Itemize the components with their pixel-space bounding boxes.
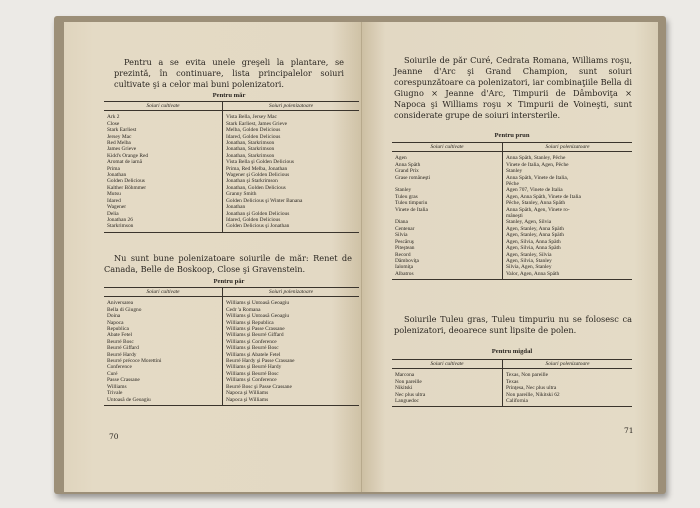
page-number: 70 [109, 432, 119, 441]
cultivated-cell: Jonathan 26 [104, 217, 223, 223]
col-header-pollinators: Soiuri polenizatoare [223, 102, 360, 111]
cultivated-cell: Jersey Mac [104, 134, 223, 140]
cultivated-cell: Mutsu [104, 191, 223, 197]
cultivated-cell: Kalther Böhmmer [104, 185, 223, 191]
pollinator-cell: Agen, Silvia, Stanley [506, 257, 552, 264]
cultivated-cell: Bella di Giugno [104, 307, 223, 313]
table-row [392, 398, 632, 407]
table-title-par: Pentru păr [213, 278, 245, 285]
pollinator-cell: Pêche [506, 181, 519, 188]
col-header-pollinators: Soiuri polenizatoare [503, 360, 633, 369]
pollinator-cell: Melba, Golden Delicious [226, 127, 281, 134]
pollinator-cell: Williams şi Beurré Bosc [226, 370, 279, 377]
cultivated-cell: Kidd's Orange Red [104, 153, 223, 159]
cultivated-cell: James Grieve [104, 146, 223, 152]
note-paragraph: Soiurile Tuleu gras, Tuleu timpuriu nu se folosesc ca polenizatori, deoarece sunt lipsite de polen. [394, 314, 632, 335]
pollinator-cell: Idared, Golden Delicious [226, 133, 281, 140]
col-header-cultivated: Soiuri cultivate [392, 360, 503, 369]
cultivated-cell: Nec plus ultra [392, 392, 503, 398]
cultivated-cell: Beurré Giffard [104, 345, 223, 351]
table-title-prun: Pentru prun [494, 132, 530, 139]
cultivated-cell: Starkrimson [104, 223, 223, 232]
cultivated-cell: Albatros [392, 271, 503, 280]
cultivated-cell: Passe Crassane [104, 377, 223, 383]
pollinator-cell: Jonathan, Starkrimson [226, 140, 275, 147]
pollinator-cell: Wagener şi Golden Delicious [226, 172, 290, 179]
pollinator-cell: mâneşti [506, 213, 523, 220]
table-mar [104, 101, 359, 233]
pollinator-cell: Silvia, Agen, Stanley [506, 264, 552, 271]
right-page [362, 22, 658, 492]
pollinator-cell: Williams şi Untoasă Geoagiu [226, 300, 290, 307]
pollinator-cell: Agen, Stanley, Anna Späth [506, 232, 564, 239]
table-row [392, 369, 632, 379]
cultivated-cell: Republica [104, 326, 223, 332]
pollinator-cell: Vinete de Italia, Agen, Pêche [506, 161, 569, 168]
intro-paragraph: Pentru a se evita unele greşeli la plantare, se prezintă, în continuare, lista principalelor soiuri cultivate şi a celor mai buni polenizatori. [114, 57, 344, 89]
pollinator-cell: Beurré Bosc şi Passe Crassane [226, 383, 292, 390]
pollinator-cell: Jonathan, Golden Delicious [226, 184, 286, 191]
cultivated-cell: Conference [104, 364, 223, 370]
pollinator-cell: Williams şi Abatele Fetel [226, 351, 281, 358]
cultivated-cell: Ialomiţa [392, 264, 503, 270]
pollinator-cell: Jonathan, Starkrimson [226, 146, 275, 153]
pollinator-cell: Stanley [506, 168, 523, 175]
page-number: 71 [624, 426, 634, 435]
cultivated-cell: Trivale [104, 390, 223, 396]
cultivated-cell: Red Melba [104, 140, 223, 146]
table-body [392, 152, 632, 280]
pollinator-cell: Pêche, Stanley, Anna Späth [506, 200, 566, 207]
cultivated-cell: Agen [392, 152, 503, 162]
table-body [104, 111, 359, 232]
cultivated-cell: Pescăruş [392, 239, 503, 245]
cultivated-cell: Nikitski [392, 385, 503, 391]
table-par [104, 287, 359, 406]
pollinator-cell: Non pareille, Nikitski 62 [506, 391, 560, 398]
cultivated-cell: Silvia [392, 232, 503, 238]
pollinator-cell: Jonathan [226, 204, 246, 211]
pollinator-cell: Jonathan, Starkrimson [226, 152, 275, 159]
cultivated-cell: Wagener [104, 204, 223, 210]
pollinator-cell: Napoca şi Williams [223, 397, 360, 406]
cultivated-cell: Aromat de iarnă [104, 159, 223, 165]
pollinator-cell: Vista Bella, Jersey Mac [226, 114, 277, 121]
pollinator-cell: Golden Delicious şi Jonathan [223, 223, 360, 232]
cultivated-cell: Jonathan [104, 172, 223, 178]
intro-paragraph: Soiurile de păr Curé, Cedrata Romana, Williams roşu, Jeanne d'Arc şi Grand Champion, sunt soiuri corespunzătoare ca polenizatori, iar combinaţiile Bella di Giugno × Jeanne d'Arc, Timpurii de Dâmboviţa × Napoca şi Williams roşu × Timpurii de Voineşti, sunt considerate grupe de soiuri intersterile. [394, 55, 633, 120]
pollinator-cell: Williams şi Conference [226, 377, 277, 384]
cultivated-cell: Curé [104, 371, 223, 377]
cultivated-cell: Languedoc [392, 398, 503, 407]
pollinator-cell: Granny Smith [226, 191, 257, 198]
table-prun [392, 142, 632, 280]
cultivated-cell: Centenar [392, 226, 503, 232]
col-header-cultivated: Soiuri cultivate [392, 143, 503, 152]
table-row [392, 271, 632, 280]
pollinator-cell: Napoca şi Williams [226, 390, 269, 397]
cultivated-cell: Beurré précoce Morettini [104, 358, 223, 364]
pollinator-cell: Agen, Stanley, Silvia [506, 251, 552, 258]
cultivated-cell: Untoasă de Geoagiu [104, 397, 223, 406]
pollinator-cell: Anna Späth, Stanley, Pêche [506, 155, 566, 162]
pollinator-cell: Texas, Non pareille [506, 372, 548, 379]
cultivated-cell: Williams [104, 384, 223, 390]
pollinator-cell: Jonathan şi Starkrimson [226, 178, 278, 185]
pollinator-cell: Prima, Red Melba, Jonathan [226, 165, 288, 172]
col-header-pollinators: Soiuri polenizatoare [503, 143, 633, 152]
cultivated-cell: Stark Earliest [104, 127, 223, 133]
cultivated-cell: Close [104, 121, 223, 127]
cultivated-cell: Grand Prix [392, 168, 503, 174]
pollinator-cell: Agen, Silvia, Anna Späth [506, 238, 561, 245]
table-title-mar: Pentru măr [212, 92, 246, 99]
table-row [392, 152, 632, 162]
pollinator-cell: Stark Earliest, James Grieve [226, 120, 288, 127]
cultivated-cell: Piteştean [392, 245, 503, 251]
pollinator-cell: Beurré Hardy şi Passe Crassane [226, 358, 295, 365]
cultivated-cell: Tuleu gras [392, 194, 503, 200]
pollinator-cell: California [503, 398, 633, 407]
pollinator-cell: Valor, Agen, Anna Späth [503, 271, 633, 280]
table-row [104, 397, 359, 406]
pollinator-cell: Vista Bella şi Golden Delicious [226, 159, 294, 166]
cultivated-cell: Idared [104, 198, 223, 204]
pollinator-cell: Texas [506, 378, 519, 385]
table-row [104, 111, 359, 121]
table-row [104, 297, 359, 307]
cultivated-cell: Abate Fetel [104, 332, 223, 338]
table-row [104, 223, 359, 232]
pollinator-cell: Prinţesa, Nec plus ultra [506, 385, 557, 392]
col-header-cultivated: Soiuri cultivate [104, 288, 223, 297]
table-body [392, 369, 632, 407]
cultivated-cell: Marcona [392, 369, 503, 379]
table-body [104, 297, 359, 406]
col-header-cultivated: Soiuri cultivate [104, 102, 223, 111]
cultivated-cell: Aniversarea [104, 297, 223, 307]
left-page [64, 22, 362, 492]
note-paragraph: Nu sunt bune polenizatoare soiurile de măr: Renet de Canada, Belle de Boskoop, Close şi Gravenstein. [104, 253, 352, 274]
cultivated-cell: Non pareille [392, 379, 503, 385]
cultivated-cell: Grase româneşti [392, 175, 503, 181]
cultivated-cell: Dâmboviţa [392, 258, 503, 264]
pollinator-cell: Williams şi Republica [226, 319, 274, 326]
pollinator-cell: Cedr 'a Romana [226, 306, 261, 313]
pollinator-cell: Williams şi Beurré Bosc [226, 345, 279, 352]
table-title-migdal: Pentru migdal [491, 348, 533, 355]
pollinator-cell: Agen, Silvia, Anna Späth [506, 245, 561, 252]
cultivated-cell: Delia [104, 211, 223, 217]
pollinator-cell: Agen 707, Vinete de Italia [506, 187, 563, 194]
table-migdal [392, 359, 632, 407]
cultivated-cell: Ark 2 [104, 111, 223, 121]
pollinator-cell: Williams şi Beurré Hardy [226, 364, 282, 371]
pollinator-cell: Anna Späth, Agen, Vinete ro- [506, 206, 570, 213]
pollinator-cell: Williams şi Beurré Giffard [226, 332, 284, 339]
pollinator-cell: Jonathan şi Golden Delicious [226, 210, 290, 217]
pollinator-cell: Agen, Stanley, Anna Späth [506, 225, 564, 232]
pollinator-cell: Idared, Golden Delicious [226, 216, 281, 223]
cultivated-cell: Prima [104, 166, 223, 172]
cultivated-cell: Beurré Hardy [104, 352, 223, 358]
pollinator-cell: Williams şi Conference [226, 338, 277, 345]
cultivated-cell: Golden Delicious [104, 178, 223, 184]
cultivated-cell: Stanley [392, 187, 503, 193]
cultivated-cell: Anna Späth [392, 162, 503, 168]
pollinator-cell: Golden Delicious şi Winter Banana [226, 197, 303, 204]
pollinator-cell: Anna Späth, Vinete de Italia, [506, 174, 569, 181]
pollinator-cell: Agen, Anna Späth, Vinete de Italia [506, 193, 581, 200]
cultivated-cell: Beurré Bosc [104, 339, 223, 345]
cultivated-cell: Record [392, 252, 503, 258]
cultivated-cell: Doina [104, 313, 223, 319]
pollinator-cell: Stanley, Agen, Silvia [506, 219, 552, 226]
col-header-pollinators: Soiuri polenizatoare [223, 288, 360, 297]
cultivated-cell: Diana [392, 219, 503, 225]
pollinator-cell: Williams şi Passe Crassane [226, 326, 285, 333]
pollinator-cell: Williams şi Untoasă Geoagiu [226, 313, 290, 320]
cultivated-cell: Napoca [104, 320, 223, 326]
cultivated-cell: Vinete de Italia [392, 207, 503, 213]
cultivated-cell: Tuleu timpuriu [392, 200, 503, 206]
